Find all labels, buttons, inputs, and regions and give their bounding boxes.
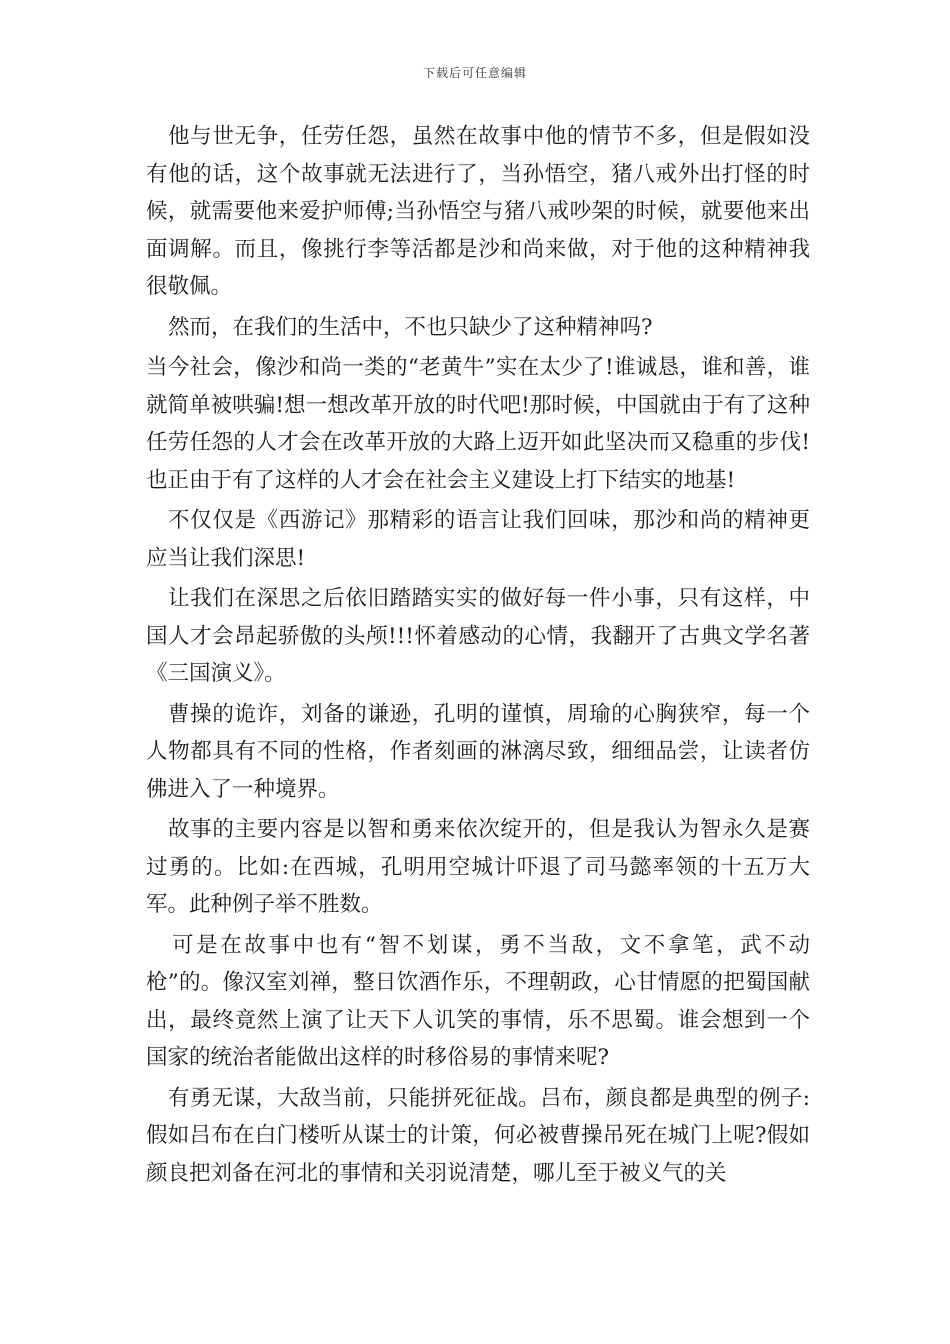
- paragraph-9: 有勇无谋，大敌当前，只能拼死征战。吕布，颜良都是典型的例子:假如吕布在白门楼听从谋士的计策，何必被曹操吊死在城门上呢?假如颜良把刘备在河北的事情和关羽说清楚，哪儿至于被义气的关: [146, 1085, 810, 1186]
- paragraph-1: 他与世无争，任劳任怨，虽然在故事中他的情节不多，但是假如没有他的话，这个故事就无法进行了，当孙悟空，猪八戒外出打怪的时候，就需要他来爱护师傅;当孙悟空与猪八戒吵架的时候，就要他来出面调解。而且，像挑行李等活都是沙和尚来做，对于他的这种精神我很敬佩。: [146, 124, 810, 299]
- paragraph-2: 然而，在我们的生活中，不也只缺少了这种精神吗?: [168, 314, 653, 340]
- paragraph-5: 让我们在深思之后依旧踏踏实实的做好每一件小事，只有这样，中国人才会昂起骄傲的头颅!!!怀着感动的心情，我翻开了古典文学名著《三国演义》。: [146, 586, 810, 686]
- document-body: [146, 118, 810, 1195]
- paragraph-3: 当今社会，像沙和尚一类的“老黄牛”实在太少了!谁诚恳，谁和善，谁就简单被哄骗!想一想改革开放的时代吧!那时候，中国就由于有了这种任劳任怨的人才会在改革开放的大路上迈开如此坚决而又稳重的步伐!也正由于有了这样的人才会在社会主义建设上打下结实的地基!: [146, 355, 810, 493]
- paragraph-4: 不仅仅是《西游记》那精彩的语言让我们回味，那沙和尚的精神更应当让我们深思!: [146, 508, 810, 571]
- header-note: 下载后可任意编辑: [422, 66, 527, 80]
- paragraph-6: 曹操的诡诈，刘备的谦逊，孔明的谨慎，周瑜的心胸狭窄，每一个人物都具有不同的性格，作者刻画的淋漓尽致，细细品尝，让读者仿佛进入了一种境界。: [146, 701, 810, 802]
- paragraph-7: 故事的主要内容是以智和勇来依次绽开的，但是我认为智永久是赛过勇的。比如:在西城，孔明用空城计吓退了司马懿率领的十五万大军。此种例子举不胜数。: [146, 817, 810, 917]
- paragraph-8: 可是在故事中也有“智不划谋，勇不当敌，文不拿笔，武不动枪”的。像汉室刘禅，整日饮酒作乐，不理朝政，心甘情愿的把蜀国献出，最终竟然上演了让天下人讥笑的事情，乐不思蜀。谁会想到一个国家的统治者能做出这样的时移俗易的事情来呢?: [146, 932, 810, 1070]
